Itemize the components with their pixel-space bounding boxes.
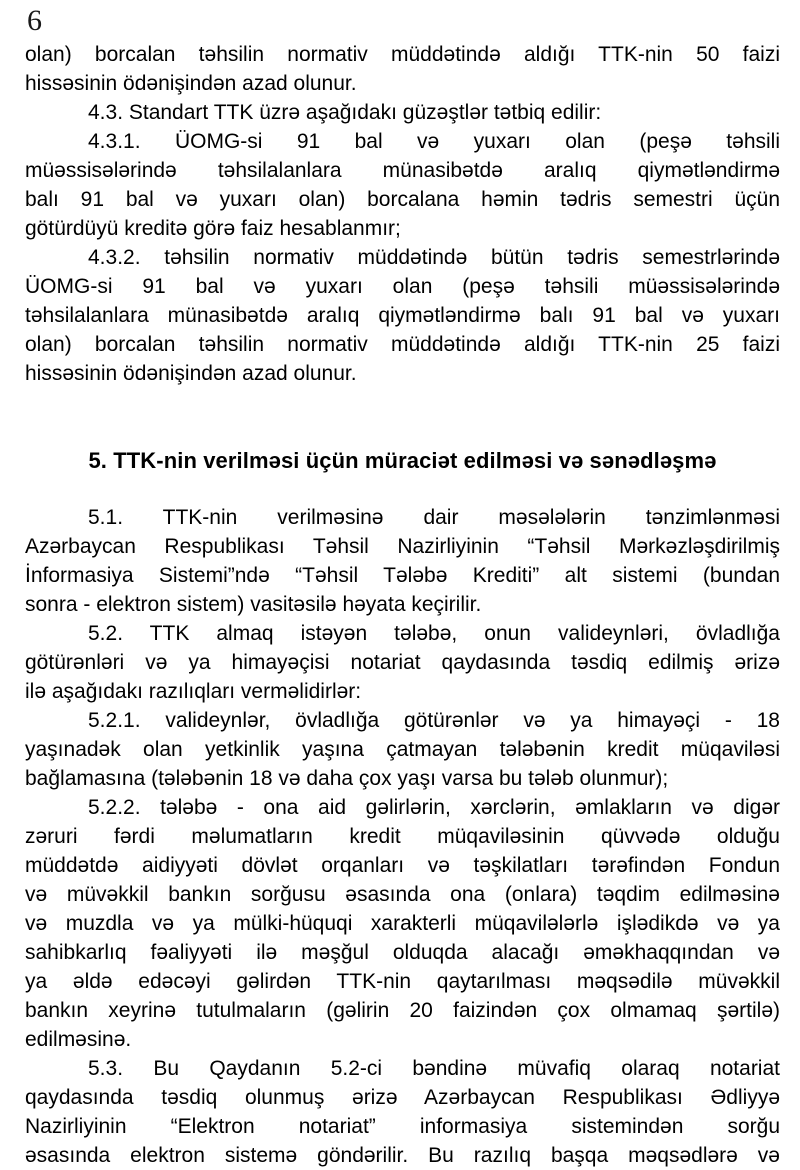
text-line: sahibkarlıq fəaliyyəti ilə məşğul olduqda alacağı əməkhaqqından və: [25, 941, 780, 964]
paragraph-4-2-continuation: [25, 40, 780, 98]
text-line: götürənləri və ya himayəçisi notariat qaydasında təsdiq edilmiş ərizə: [25, 651, 780, 674]
text-line: əsasında elektron sistemə göndərilir. Bu razılıq başqa məqsədlərə və: [25, 1144, 780, 1167]
text-line: 4.3.1. ÜOMG-si 91 bal və yuxarı olan (peşə təhsili: [88, 130, 780, 153]
text-line: 5.3. Bu Qaydanın 5.2-ci bəndinə müvafiq olaraq notariat: [88, 1057, 780, 1080]
text-line: zəruri fərdi məlumatların kredit müqaviləsinin qüvvədə olduğu: [25, 825, 780, 848]
text-line: olan) borcalan təhsilin normativ müddətində aldığı TTK-nin 50 faizi: [25, 43, 780, 66]
paragraph-5-2-1: [25, 706, 780, 793]
text-line: və müvəkkil bankın sorğusu əsasında ona (onlara) təqdim edilməsinə: [25, 883, 780, 906]
paragraph-5-2-2: [25, 793, 780, 1054]
text-line: ilə aşağıdakı razılıqları verməlidirlər:: [25, 680, 362, 703]
text-line: yaşınadək olan yetkinlik yaşına çatmayan tələbənin kredit müqaviləsi: [25, 738, 780, 761]
text-line: 5.2.2. tələbə - ona aid gəlirlərin, xərclərin, əmlakların və digər: [88, 796, 780, 819]
document-content: [25, 40, 780, 1170]
paragraph-4-3: [25, 98, 780, 127]
section-5-heading: 5. TTK-nin verilməsi üçün müraciət edilməsi və sənədləşmə: [88, 448, 717, 473]
paragraph-5-1: [25, 503, 780, 619]
text-line: Nazirliyinin “Elektron notariat” informasiya sistemindən sorğu: [25, 1115, 780, 1138]
text-line: 5.1. TTK-nin verilməsinə dair məsələlərin tənzimlənməsi: [88, 506, 780, 529]
text-line: 5.2.1. valideynlər, övladlığa götürənlər və ya himayəçi - 18: [88, 709, 780, 732]
text-line: hissəsinin ödənişindən azad olunur.: [25, 362, 357, 385]
paragraph-4-3-2: [25, 243, 780, 388]
text-line: ÜOMG-si 91 bal və yuxarı olan (peşə təhsili müəssisələrində: [25, 275, 780, 298]
paragraph-5-3: [25, 1054, 780, 1170]
text-line: müəssisələrində təhsilalanlara münasibətdə aralıq qiymətləndirmə: [25, 159, 780, 182]
text-line: bağlamasına (tələbənin 18 və daha çox yaşı varsa bu tələb olunmur);: [25, 767, 669, 790]
text-line: hissəsinin ödənişindən azad olunur.: [25, 72, 357, 95]
text-line: olan) borcalan təhsilin normativ müddətində aldığı TTK-nin 25 faizi: [25, 333, 780, 356]
text-line: sonra - elektron sistem) vasitəsilə həyata keçirilir.: [25, 593, 482, 616]
text-line: Azərbaycan Respublikası Təhsil Nazirliyinin “Təhsil Mərkəzləşdirilmiş: [25, 535, 780, 558]
paragraph-5-2: [25, 619, 780, 706]
text-line: ya əldə edəcəyi gəlirdən TTK-nin qaytarılması məqsədilə müvəkkil: [25, 970, 780, 993]
text-line: və muzdla və ya mülki-hüquqi xarakterli müqavilələrlə işlədikdə və ya: [25, 912, 780, 935]
text-line: 5.2. TTK almaq istəyən tələbə, onun valideynləri, övladlığa: [88, 622, 780, 645]
paragraph-4-3-1: [25, 127, 780, 243]
text-line: götürdüyü kreditə görə faiz hesablanmır;: [25, 217, 401, 240]
text-line: qaydasında təsdiq olunmuş ərizə Azərbaycan Respublikası Ədliyyə: [25, 1086, 780, 1109]
text-line: təhsilalanlara münasibətdə aralıq qiymətləndirmə balı 91 bal və yuxarı: [25, 304, 780, 327]
text-line: 4.3. Standart TTK üzrə aşağıdakı güzəştlər tətbiq edilir:: [88, 101, 602, 124]
text-line: müddətdə aidiyyəti dövlət orqanları və təşkilatları tərəfindən Fondun: [25, 854, 780, 877]
text-line: edilməsinə.: [25, 1028, 132, 1051]
text-line: İnformasiya Sistemi”ndə “Təhsil Tələbə Krediti” alt sistemi (bundan: [25, 564, 780, 587]
text-line: balı 91 bal və yuxarı olan) borcalana həmin tədris semestri üçün: [25, 188, 780, 211]
text-line: bankın xeyrinə tutulmaların (gəlirin 20 faizindən çox olmamaq şərtilə): [25, 999, 780, 1022]
page-number: 6: [27, 4, 42, 37]
text-line: 4.3.2. təhsilin normativ müddətində bütün tədris semestrlərində: [88, 246, 780, 269]
